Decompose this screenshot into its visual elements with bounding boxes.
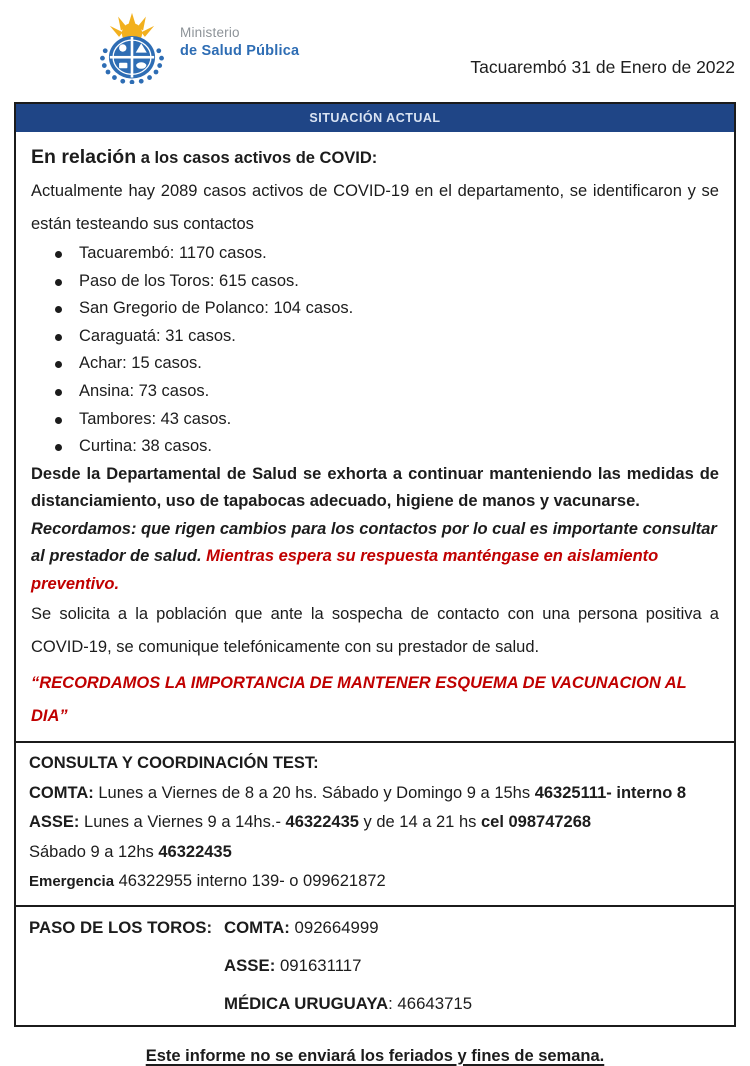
case-count-text: Caraguatá: 31 casos. xyxy=(79,326,236,345)
bullet-icon xyxy=(55,279,62,286)
sabado-phone: 46322435 xyxy=(158,842,232,861)
case-count-text: Tambores: 43 casos. xyxy=(79,409,232,428)
paso-asse-label: ASSE: xyxy=(224,955,276,975)
paso-medica-uruguaya-label: MÉDICA URUGUAYA xyxy=(224,993,389,1013)
emergencia-line xyxy=(29,867,721,897)
bullet-icon xyxy=(55,334,62,341)
asse-schedule-line xyxy=(29,808,721,838)
bullet-icon xyxy=(55,361,62,368)
ministry-name-line1: Ministerio xyxy=(180,25,240,40)
bullet-icon xyxy=(55,417,62,424)
document-date: Tacuarembó 31 de Enero de 2022 xyxy=(470,57,735,77)
paso-title: PASO DE LOS TOROS: xyxy=(29,917,213,937)
list-item xyxy=(31,295,719,323)
list-item xyxy=(31,268,719,296)
coat-of-arms-icon xyxy=(94,12,170,84)
page-header xyxy=(0,0,750,102)
reminder-red-text: Mientras espera su respuesta manténgase en aislamiento preventivo. xyxy=(31,547,659,593)
request-paragraph: Se solicita a la población que ante la sospecha de contacto con una persona positiva a COVID-19, se comunique telefónicamente con su prestador de salud. xyxy=(31,605,719,656)
list-item xyxy=(31,240,719,268)
list-item xyxy=(31,378,719,406)
bullet-icon xyxy=(55,251,62,258)
vaccination-quote: “RECORDAMOS LA IMPORTANCIA DE MANTENER ESQUEMA DE VACUNACION AL DIA” xyxy=(31,674,687,726)
reminder-paragraph xyxy=(31,516,719,599)
table-row xyxy=(224,993,721,1015)
list-item xyxy=(31,323,719,351)
paso-medica-uruguaya-phone: : 46643715 xyxy=(388,993,473,1013)
cases-by-town-list xyxy=(31,240,719,461)
table-row xyxy=(224,955,721,977)
case-count-text: Tacuarembó: 1170 casos. xyxy=(79,244,267,262)
paso-comta-label: COMTA: xyxy=(224,917,290,937)
comta-schedule-line xyxy=(29,779,721,809)
table-row xyxy=(224,917,721,939)
paso-comta-phone: 092664999 xyxy=(289,917,379,937)
bullet-icon xyxy=(55,444,62,451)
paso-asse-phone: 091631117 xyxy=(275,955,362,975)
section-banner-title: SITUACIÓN ACTUAL xyxy=(16,104,734,132)
list-item xyxy=(31,406,719,434)
comta-schedule-text: Lunes a Viernes de 8 a 20 hs. Sábado y Domingo 9 a 15hs xyxy=(93,783,535,802)
report-frame xyxy=(14,102,736,1027)
asse-phone-2: cel 098747268 xyxy=(480,813,592,832)
case-count-text: Achar: 15 casos. xyxy=(79,354,202,373)
asse-label: ASSE: xyxy=(29,813,80,832)
section-situacion-actual xyxy=(16,132,734,741)
case-count-text: Curtina: 38 casos. xyxy=(79,437,212,456)
sabado-schedule-text: Sábado 9 a 12hs xyxy=(29,842,159,861)
ministry-name-line2: de Salud Pública xyxy=(180,42,300,59)
footer-notice: Este informe no se enviará los feriados y fines de semana. xyxy=(145,1046,605,1065)
comta-label: COMTA: xyxy=(29,783,94,802)
covid-cases-heading-lead: En relación xyxy=(31,146,137,168)
comta-phone: 46325111- interno 8 xyxy=(534,783,687,802)
sabado-schedule-line xyxy=(29,838,721,868)
paso-contacts xyxy=(224,917,721,1015)
emergencia-phones: 46322955 interno 139- o 099621872 xyxy=(114,872,386,891)
emergencia-label: Emergencia xyxy=(29,873,115,891)
consulta-title: CONSULTA Y COORDINACIÓN TEST: xyxy=(29,754,319,773)
case-count-text: San Gregorio de Polanco: 104 casos. xyxy=(79,299,354,318)
intro-paragraph: Actualmente hay 2089 casos activos de COVID-19 en el departamento, se identificaron y se están testeando sus contactos xyxy=(31,182,719,233)
covid-cases-heading xyxy=(31,140,719,175)
bullet-icon xyxy=(55,389,62,396)
exhort-paragraph: Desde la Departamental de Salud se exhorta a continuar manteniendo las medidas de distanciamiento, uso de tapabocas adecuado, higiene de manos y vacunarse. xyxy=(31,464,719,511)
asse-schedule-text-2: y de 14 a 21 hs xyxy=(358,813,481,832)
ministry-logo xyxy=(94,12,299,84)
case-count-text: Paso de los Toros: 615 casos. xyxy=(79,271,299,290)
section-consulta-coordinacion xyxy=(16,741,734,905)
list-item xyxy=(31,350,719,378)
list-item xyxy=(31,433,719,461)
asse-schedule-text-1: Lunes a Viernes 9 a 14hs.- xyxy=(79,813,286,832)
section-paso-de-los-toros xyxy=(16,905,734,1025)
ministry-name xyxy=(180,25,299,60)
asse-phone-1: 46322435 xyxy=(285,813,359,832)
reminder-black-text: Recordamos: que rigen cambios para los contactos por lo cual es importante consultar al prestador de salud. xyxy=(31,519,717,566)
covid-cases-heading-rest: a los casos activos de COVID: xyxy=(136,149,378,167)
bullet-icon xyxy=(55,306,62,313)
case-count-text: Ansina: 73 casos. xyxy=(79,381,210,400)
